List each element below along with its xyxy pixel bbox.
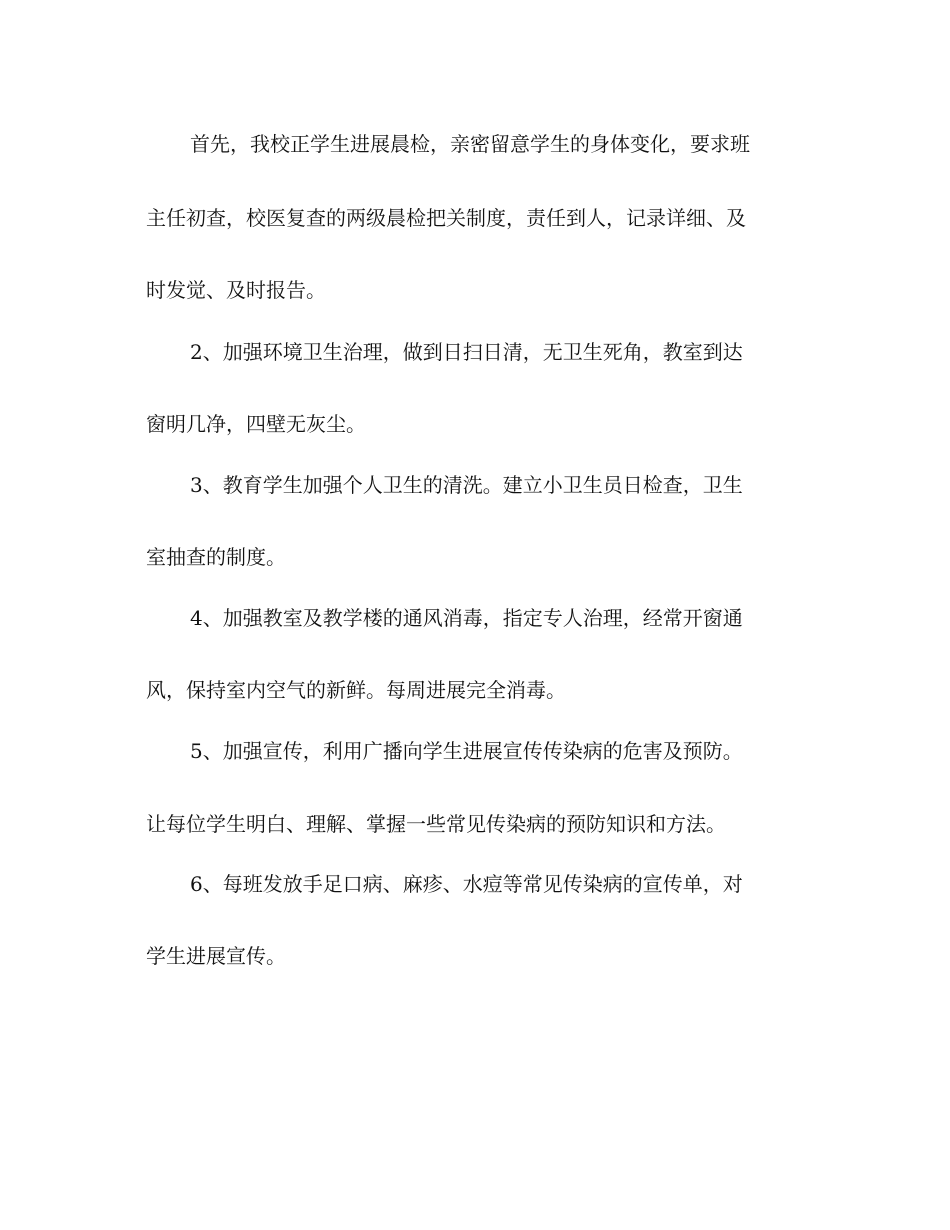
item-2-line-1: 2、加强环境卫生治理，做到日扫日清，无卫生死角，教室到达 — [190, 340, 743, 364]
item-6-line-2: 学生进展宣传。 — [146, 944, 286, 968]
item-5-line-2: 让每位学生明白、理解、掌握一些常见传染病的预防知识和方法。 — [146, 812, 726, 836]
item-3-line-2: 室抽查的制度。 — [146, 545, 286, 569]
item-2-line-2: 窗明几净，四壁无灰尘。 — [146, 412, 366, 436]
item-4-line-2: 风，保持室内空气的新鲜。每周进展完全消毒。 — [146, 678, 566, 702]
item-6-line-1: 6、每班发放手足口病、麻疹、水痘等常见传染病的宣传单，对 — [190, 872, 743, 896]
paragraph-1-line-2: 主任初查，校医复查的两级晨检把关制度，责任到人，记录详细、及 — [146, 206, 746, 230]
item-5-line-1: 5、加强宣传，利用广播向学生进展宣传传染病的危害及预防。 — [190, 739, 743, 763]
item-3-line-1: 3、教育学生加强个人卫生的清洗。建立小卫生员日检查，卫生 — [190, 473, 743, 497]
item-4-line-1: 4、加强教室及教学楼的通风消毒，指定专人治理，经常开窗通 — [190, 606, 743, 630]
paragraph-1-line-3: 时发觉、及时报告。 — [146, 278, 326, 302]
paragraph-1-line-1: 首先，我校正学生进展晨检，亲密留意学生的身体变化，要求班 — [190, 132, 750, 156]
